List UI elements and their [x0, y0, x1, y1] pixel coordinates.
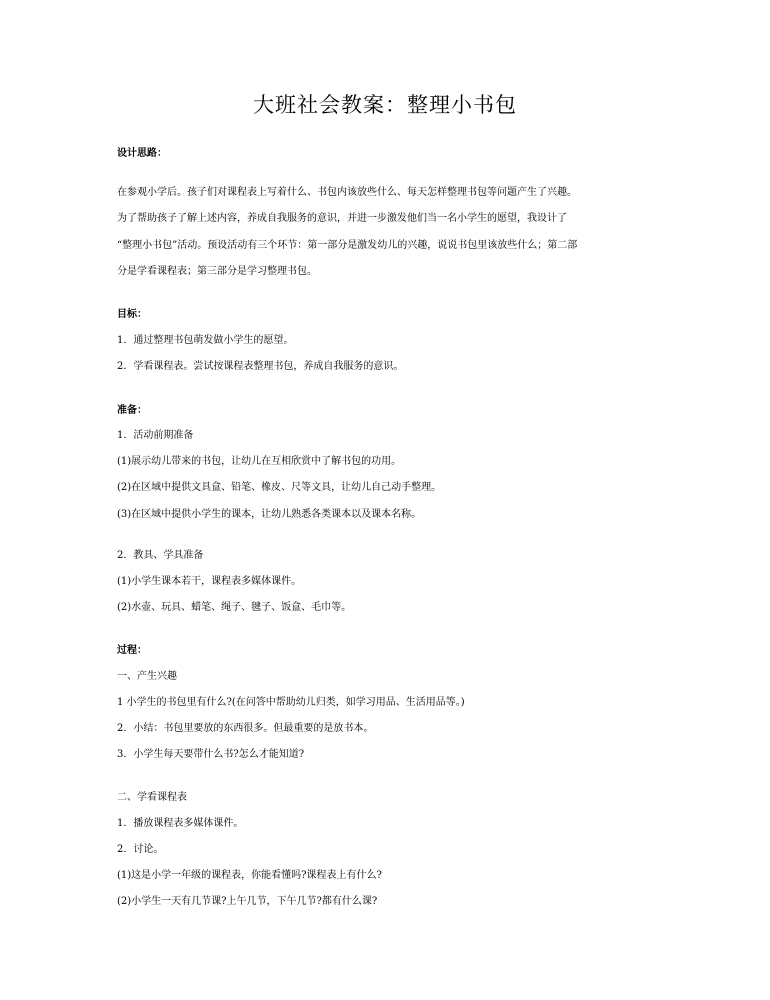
subsection-heading: 二、学看课程表 — [117, 792, 187, 803]
list-item: 2．教具、学具准备 — [117, 550, 204, 561]
list-item: (2)小学生一天有几节课?上午几节，下午几节?都有什么课? — [117, 896, 378, 907]
list-item: (1)展示幼儿带来的书包，让幼儿在互相欣赏中了解书包的功用。 — [117, 456, 402, 467]
section-heading-process: 过程： — [117, 645, 147, 656]
list-item: 2．学看课程表。尝试按课程表整理书包，养成自我服务的意识。 — [117, 361, 404, 372]
paragraph-line: “整理小书包”活动。预设活动有三个环节：第一部分是激发幼儿的兴趣，说说书包里该放些什么；第二部 — [117, 240, 578, 251]
paragraph-line: 为了帮助孩子了解上述内容，养成自我服务的意识，并进一步激发他们当一名小学生的愿望，我设计了 — [117, 213, 567, 224]
list-item: (1)小学生课本若干，课程表多媒体课件。 — [117, 576, 302, 587]
list-item: 1．通过整理书包萌发做小学生的愿望。 — [117, 335, 294, 346]
list-item: 2．小结：书包里要放的东西很多。但最重要的是放书本。 — [117, 723, 374, 734]
section-heading-design: 设计思路： — [117, 148, 167, 159]
subsection-heading: 一、产生兴趣 — [117, 671, 177, 682]
list-item: (3)在区域中提供小学生的课本，让幼儿熟悉各类课本以及课本名称。 — [117, 509, 422, 520]
paragraph-line: 在参观小学后。孩子们对课程表上写着什么、书包内该放些什么、每天怎样整理书包等问题产生了兴趣。 — [117, 187, 577, 198]
list-item: 1．播放课程表多媒体课件。 — [117, 818, 244, 829]
list-item: 1 小学生的书包里有什么?(在问答中帮助幼儿归类，如学习用品、生活用品等。) — [117, 697, 465, 708]
list-item: (1)这是小学一年级的课程表，你能看懂吗?课程表上有什么? — [117, 870, 382, 881]
document-title: 大班社会教案：整理小书包 — [253, 93, 517, 117]
list-item: (2)在区域中提供文具盒、铅笔、橡皮、尺等文具，让幼儿自己动手整理。 — [117, 482, 442, 493]
section-heading-prep: 准备： — [117, 405, 147, 416]
paragraph-line: 分是学看课程表；第三部分是学习整理书包。 — [117, 266, 317, 277]
list-item: 2．讨论。 — [117, 844, 164, 855]
list-item: (2)水壶、玩具、蜡笔、绳子、毽子、饭盒、毛巾等。 — [117, 602, 352, 613]
list-item: 3．小学生每天要带什么书?怎么才能知道? — [117, 749, 305, 760]
section-heading-goals: 目标： — [117, 309, 147, 320]
list-item: 1．活动前期准备 — [117, 430, 194, 441]
